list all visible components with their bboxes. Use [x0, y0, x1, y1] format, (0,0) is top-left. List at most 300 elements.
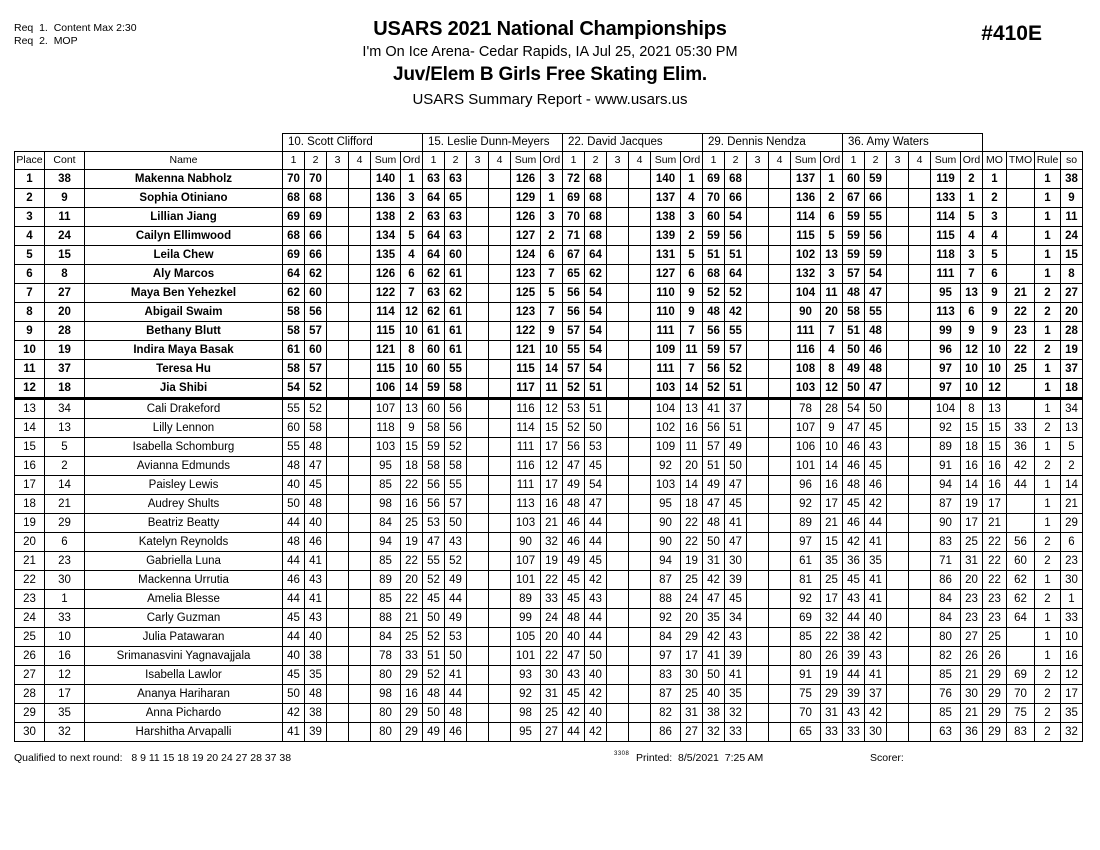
- cell-j5-s1: 44: [843, 666, 865, 685]
- cell-rule: 1: [1035, 438, 1061, 457]
- cell-j5-s4: [909, 246, 931, 265]
- cell-j5-sum: 86: [931, 571, 961, 590]
- cell-j4-sum: 92: [791, 590, 821, 609]
- cell-j5-ord: 10: [961, 360, 983, 379]
- cell-j1-s2: 43: [305, 571, 327, 590]
- cell-j2-sum: 115: [511, 360, 541, 379]
- cell-j2-ord: 7: [541, 303, 563, 322]
- cell-j4-ord: 7: [821, 322, 843, 341]
- cell-j5-ord: 23: [961, 590, 983, 609]
- cell-so: 20: [1061, 303, 1083, 322]
- cell-j3-s2: 54: [585, 341, 607, 360]
- cell-j3-s1: 57: [563, 322, 585, 341]
- col-header-j2-sum: Sum: [511, 152, 541, 170]
- cell-name: Avianna Edmunds: [85, 457, 283, 476]
- cell-j2-s4: [489, 647, 511, 666]
- cell-j4-s1: 57: [703, 438, 725, 457]
- cell-j3-s3: [607, 457, 629, 476]
- cell-rule: 1: [1035, 227, 1061, 246]
- cell-j4-sum: 103: [791, 379, 821, 399]
- cell-j1-s1: 44: [283, 628, 305, 647]
- cell-j1-s4: [349, 533, 371, 552]
- cell-j2-s2: 61: [445, 303, 467, 322]
- cell-j1-s3: [327, 360, 349, 379]
- cell-j3-s1: 69: [563, 189, 585, 208]
- cell-j3-ord: 13: [681, 399, 703, 419]
- cell-j2-s4: [489, 265, 511, 284]
- cell-j5-ord: 9: [961, 322, 983, 341]
- col-header-j5-s1: 1: [843, 152, 865, 170]
- cell-rule: 1: [1035, 647, 1061, 666]
- cell-j5-sum: 89: [931, 438, 961, 457]
- cell-j2-s4: [489, 533, 511, 552]
- cell-j5-s1: 59: [843, 227, 865, 246]
- cell-j3-ord: 14: [681, 476, 703, 495]
- cell-so: 27: [1061, 284, 1083, 303]
- cell-j2-s1: 50: [423, 704, 445, 723]
- cell-j3-s2: 42: [585, 723, 607, 742]
- col-header-j1-s1: 1: [283, 152, 305, 170]
- cell-mo: 9: [983, 303, 1007, 322]
- cell-j4-s2: 52: [725, 360, 747, 379]
- cell-j5-s3: [887, 457, 909, 476]
- cell-j1-s2: 60: [305, 284, 327, 303]
- cell-j4-s2: 37: [725, 399, 747, 419]
- cell-j3-s4: [629, 514, 651, 533]
- cell-j5-s4: [909, 303, 931, 322]
- cell-cont: 14: [45, 476, 85, 495]
- cell-rule: 1: [1035, 399, 1061, 419]
- cell-j3-s1: 40: [563, 628, 585, 647]
- scorer-label: Scorer:: [870, 752, 904, 764]
- cell-j3-sum: 92: [651, 609, 681, 628]
- cell-j1-s1: 58: [283, 322, 305, 341]
- cell-mo: 16: [983, 476, 1007, 495]
- col-header-j1-s4: 4: [349, 152, 371, 170]
- cell-j4-s2: 43: [725, 628, 747, 647]
- table-row: [15, 514, 1083, 533]
- cell-j5-ord: 12: [961, 341, 983, 360]
- cell-name: Leila Chew: [85, 246, 283, 265]
- cell-j3-s2: 47: [585, 495, 607, 514]
- cell-j1-s1: 45: [283, 666, 305, 685]
- cell-j5-sum: 90: [931, 514, 961, 533]
- cell-j4-s1: 48: [703, 514, 725, 533]
- cell-j3-sum: 137: [651, 189, 681, 208]
- cell-j1-s3: [327, 609, 349, 628]
- cell-j4-s2: 45: [725, 495, 747, 514]
- table-row: [15, 284, 1083, 303]
- cell-j3-ord: 25: [681, 685, 703, 704]
- cell-j3-s2: 68: [585, 170, 607, 189]
- cell-mo: 6: [983, 265, 1007, 284]
- cell-j4-s4: [769, 322, 791, 341]
- cell-j2-s3: [467, 438, 489, 457]
- cell-j1-s3: [327, 628, 349, 647]
- cell-j4-s1: 40: [703, 685, 725, 704]
- cell-j1-s3: [327, 457, 349, 476]
- cell-j4-sum: 61: [791, 552, 821, 571]
- cell-j4-s3: [747, 399, 769, 419]
- cell-j1-ord: 10: [401, 322, 423, 341]
- cell-j1-s4: [349, 341, 371, 360]
- cell-j2-ord: 32: [541, 533, 563, 552]
- cell-j2-s2: 61: [445, 341, 467, 360]
- cell-j4-sum: 91: [791, 666, 821, 685]
- cell-j2-s2: 65: [445, 189, 467, 208]
- cell-j5-sum: 133: [931, 189, 961, 208]
- cell-j3-sum: 104: [651, 399, 681, 419]
- cell-j5-ord: 30: [961, 685, 983, 704]
- cell-j3-s3: [607, 723, 629, 742]
- cell-j3-s3: [607, 170, 629, 189]
- cell-j5-s2: 55: [865, 208, 887, 227]
- cell-j3-s3: [607, 189, 629, 208]
- cell-j1-ord: 16: [401, 685, 423, 704]
- cell-j1-s3: [327, 208, 349, 227]
- cell-j3-s3: [607, 685, 629, 704]
- cell-j1-s2: 56: [305, 303, 327, 322]
- cell-j4-s2: 41: [725, 666, 747, 685]
- cell-place: 12: [15, 379, 45, 399]
- cell-j4-s3: [747, 170, 769, 189]
- cell-j4-s1: 32: [703, 723, 725, 742]
- cell-j1-s4: [349, 438, 371, 457]
- competition-title: USARS 2021 National Championships: [373, 18, 727, 40]
- cell-j4-ord: 20: [821, 303, 843, 322]
- judge-header-3: 22. David Jacques: [563, 134, 703, 152]
- cell-j5-sum: 84: [931, 609, 961, 628]
- cell-j1-s1: 50: [283, 495, 305, 514]
- cell-j4-sum: 108: [791, 360, 821, 379]
- cell-j4-s3: [747, 265, 769, 284]
- table-row: [15, 533, 1083, 552]
- cell-j2-s4: [489, 704, 511, 723]
- cell-j4-s2: 57: [725, 341, 747, 360]
- cell-j2-s2: 50: [445, 647, 467, 666]
- cell-j3-s4: [629, 704, 651, 723]
- cell-j3-sum: 110: [651, 284, 681, 303]
- cell-j1-s1: 45: [283, 609, 305, 628]
- cell-j5-ord: 14: [961, 476, 983, 495]
- cell-j4-ord: 1: [821, 170, 843, 189]
- cell-j2-s2: 56: [445, 419, 467, 438]
- cell-j1-sum: 115: [371, 322, 401, 341]
- cell-rule: 1: [1035, 609, 1061, 628]
- cell-j1-s3: [327, 704, 349, 723]
- cell-j5-sum: 87: [931, 495, 961, 514]
- cell-j5-s2: 66: [865, 189, 887, 208]
- cell-place: 18: [15, 495, 45, 514]
- cell-j1-s4: [349, 227, 371, 246]
- cell-j5-s2: 41: [865, 533, 887, 552]
- printed-timestamp: Printed: 8/5/2021 7:25 AM: [636, 752, 764, 764]
- cell-j4-s3: [747, 208, 769, 227]
- cell-j4-s2: 68: [725, 170, 747, 189]
- cell-j2-s3: [467, 514, 489, 533]
- cell-j1-sum: 118: [371, 419, 401, 438]
- cell-j5-s4: [909, 170, 931, 189]
- cell-j3-s2: 51: [585, 399, 607, 419]
- cell-j5-s3: [887, 723, 909, 742]
- cell-j5-s4: [909, 476, 931, 495]
- cell-j3-s3: [607, 628, 629, 647]
- cell-j3-s1: 43: [563, 666, 585, 685]
- cell-j4-s2: 64: [725, 265, 747, 284]
- cell-j2-sum: 101: [511, 571, 541, 590]
- cell-j4-ord: 19: [821, 666, 843, 685]
- cell-j4-ord: 22: [821, 628, 843, 647]
- cell-j2-s3: [467, 666, 489, 685]
- cell-tmo: 23: [1007, 322, 1035, 341]
- cell-j5-sum: 85: [931, 666, 961, 685]
- cell-place: 22: [15, 571, 45, 590]
- table-row: [15, 419, 1083, 438]
- cell-j2-s3: [467, 265, 489, 284]
- cell-name: Harshitha Arvapalli: [85, 723, 283, 742]
- cell-j5-s4: [909, 438, 931, 457]
- cell-j1-sum: 89: [371, 571, 401, 590]
- cell-j3-s4: [629, 189, 651, 208]
- cell-j2-s2: 55: [445, 476, 467, 495]
- cell-j4-ord: 14: [821, 457, 843, 476]
- footer-code: 3308: [614, 751, 630, 757]
- cell-j4-sum: 132: [791, 265, 821, 284]
- cell-j3-s4: [629, 438, 651, 457]
- cell-j1-sum: 85: [371, 552, 401, 571]
- event-number: #410E: [981, 22, 1042, 45]
- cell-cont: 1: [45, 590, 85, 609]
- cell-j5-s4: [909, 571, 931, 590]
- cell-j2-s4: [489, 208, 511, 227]
- cell-mo: 29: [983, 723, 1007, 742]
- cell-so: 5: [1061, 438, 1083, 457]
- cell-j2-s2: 52: [445, 552, 467, 571]
- cell-tmo: [1007, 647, 1035, 666]
- cell-j2-ord: 7: [541, 265, 563, 284]
- cell-j4-s2: 54: [725, 208, 747, 227]
- cell-j3-s3: [607, 284, 629, 303]
- table-row: [15, 246, 1083, 265]
- cell-j1-s4: [349, 666, 371, 685]
- cell-j3-sum: 109: [651, 341, 681, 360]
- cell-mo: 3: [983, 208, 1007, 227]
- cell-j2-sum: 101: [511, 647, 541, 666]
- cell-tmo: 25: [1007, 360, 1035, 379]
- cell-j2-s1: 52: [423, 666, 445, 685]
- cell-j2-s4: [489, 666, 511, 685]
- cell-name: Lilly Lennon: [85, 419, 283, 438]
- cell-j4-s1: 47: [703, 590, 725, 609]
- cell-j2-sum: 90: [511, 533, 541, 552]
- cell-j5-s4: [909, 704, 931, 723]
- cell-j5-s2: 55: [865, 303, 887, 322]
- cell-j1-sum: 126: [371, 265, 401, 284]
- cell-j4-s2: 51: [725, 379, 747, 399]
- cell-j1-s4: [349, 246, 371, 265]
- col-header-j1-ord: Ord: [401, 152, 423, 170]
- cell-j4-s2: 52: [725, 284, 747, 303]
- cell-j3-s3: [607, 476, 629, 495]
- cell-j4-s3: [747, 322, 769, 341]
- cell-j4-s1: 56: [703, 419, 725, 438]
- cell-j5-s1: 58: [843, 303, 865, 322]
- cell-j4-s1: 41: [703, 399, 725, 419]
- cell-j1-s1: 70: [283, 170, 305, 189]
- cell-j5-sum: 113: [931, 303, 961, 322]
- cell-j2-s1: 59: [423, 379, 445, 399]
- cell-rule: 2: [1035, 457, 1061, 476]
- cell-place: 2: [15, 189, 45, 208]
- cell-j3-s4: [629, 647, 651, 666]
- cell-j5-s2: 37: [865, 685, 887, 704]
- cell-j2-s2: 53: [445, 628, 467, 647]
- cell-j2-ord: 17: [541, 438, 563, 457]
- cell-j1-s4: [349, 265, 371, 284]
- table-row: [15, 628, 1083, 647]
- cell-j1-s1: 61: [283, 341, 305, 360]
- cell-j5-s3: [887, 476, 909, 495]
- cell-place: 28: [15, 685, 45, 704]
- cell-j2-s3: [467, 590, 489, 609]
- cell-j5-s1: 47: [843, 419, 865, 438]
- cell-j3-s4: [629, 609, 651, 628]
- cell-j1-s1: 44: [283, 514, 305, 533]
- cell-j3-s2: 62: [585, 265, 607, 284]
- cell-j4-s4: [769, 704, 791, 723]
- cell-j1-s2: 58: [305, 419, 327, 438]
- cell-j1-s3: [327, 170, 349, 189]
- cell-j1-ord: 2: [401, 208, 423, 227]
- cell-j5-ord: 17: [961, 514, 983, 533]
- cell-j1-sum: 121: [371, 341, 401, 360]
- cell-j4-s3: [747, 552, 769, 571]
- cell-tmo: 69: [1007, 666, 1035, 685]
- cell-name: Katelyn Reynolds: [85, 533, 283, 552]
- cell-j4-s2: 33: [725, 723, 747, 742]
- cell-j1-s3: [327, 495, 349, 514]
- cell-j5-s2: 41: [865, 666, 887, 685]
- cell-j1-s3: [327, 189, 349, 208]
- cell-j2-s3: [467, 208, 489, 227]
- cell-j1-s2: 57: [305, 322, 327, 341]
- cell-j5-s1: 46: [843, 514, 865, 533]
- cell-j1-ord: 29: [401, 723, 423, 742]
- cell-j1-s4: [349, 476, 371, 495]
- cell-j2-s4: [489, 379, 511, 399]
- cell-j1-s2: 48: [305, 685, 327, 704]
- cell-j1-s1: 68: [283, 227, 305, 246]
- cell-cont: 28: [45, 322, 85, 341]
- cell-j2-sum: 107: [511, 552, 541, 571]
- cell-name: Bethany Blutt: [85, 322, 283, 341]
- cell-j3-s3: [607, 666, 629, 685]
- cell-j5-ord: 10: [961, 379, 983, 399]
- cell-j4-s1: 56: [703, 360, 725, 379]
- cell-j3-sum: 138: [651, 208, 681, 227]
- cell-j4-s2: 49: [725, 438, 747, 457]
- cell-j2-ord: 14: [541, 360, 563, 379]
- cell-j2-s2: 58: [445, 379, 467, 399]
- cell-j4-s4: [769, 533, 791, 552]
- cell-rule: 2: [1035, 303, 1061, 322]
- cell-j3-ord: 16: [681, 419, 703, 438]
- cell-mo: 23: [983, 590, 1007, 609]
- col-header-j4-sum: Sum: [791, 152, 821, 170]
- cell-j1-sum: 98: [371, 685, 401, 704]
- cell-j3-s4: [629, 685, 651, 704]
- cell-j3-ord: 31: [681, 704, 703, 723]
- cell-tmo: [1007, 227, 1035, 246]
- cell-tmo: 62: [1007, 590, 1035, 609]
- cell-j5-s4: [909, 647, 931, 666]
- cell-j2-s1: 50: [423, 609, 445, 628]
- cell-j2-ord: 20: [541, 628, 563, 647]
- cell-j2-s4: [489, 609, 511, 628]
- cell-j2-sum: 123: [511, 303, 541, 322]
- cell-j1-ord: 22: [401, 590, 423, 609]
- cell-j1-s1: 48: [283, 533, 305, 552]
- cell-j1-s1: 58: [283, 360, 305, 379]
- cell-j1-s2: 40: [305, 628, 327, 647]
- cell-j4-ord: 31: [821, 704, 843, 723]
- cell-j2-sum: 89: [511, 590, 541, 609]
- cell-tmo: 56: [1007, 533, 1035, 552]
- cell-j2-ord: 2: [541, 227, 563, 246]
- cell-j3-sum: 82: [651, 704, 681, 723]
- cell-so: 13: [1061, 419, 1083, 438]
- cell-j3-s2: 44: [585, 628, 607, 647]
- cell-j5-s4: [909, 208, 931, 227]
- col-header-j2-s3: 3: [467, 152, 489, 170]
- cell-cont: 21: [45, 495, 85, 514]
- cell-j5-s2: 42: [865, 495, 887, 514]
- cell-j5-s3: [887, 533, 909, 552]
- cell-j5-ord: 6: [961, 303, 983, 322]
- cell-j3-ord: 9: [681, 303, 703, 322]
- cell-cont: 12: [45, 666, 85, 685]
- cell-place: 19: [15, 514, 45, 533]
- cell-place: 23: [15, 590, 45, 609]
- cell-j4-s3: [747, 685, 769, 704]
- cell-j3-s4: [629, 227, 651, 246]
- cell-so: 23: [1061, 552, 1083, 571]
- cell-rule: 1: [1035, 322, 1061, 341]
- cell-j4-s4: [769, 438, 791, 457]
- cell-j4-s1: 42: [703, 628, 725, 647]
- cell-j1-s3: [327, 265, 349, 284]
- cell-j4-sum: 81: [791, 571, 821, 590]
- cell-j4-s1: 49: [703, 476, 725, 495]
- cell-j4-s4: [769, 590, 791, 609]
- cell-j2-s3: [467, 284, 489, 303]
- cell-j5-ord: 27: [961, 628, 983, 647]
- cell-j5-s3: [887, 265, 909, 284]
- cell-place: 3: [15, 208, 45, 227]
- cell-j2-s1: 53: [423, 514, 445, 533]
- cell-mo: 13: [983, 399, 1007, 419]
- table-row: [15, 360, 1083, 379]
- cell-j4-sum: 111: [791, 322, 821, 341]
- cell-cont: 2: [45, 457, 85, 476]
- cell-so: 17: [1061, 685, 1083, 704]
- cell-mo: 29: [983, 685, 1007, 704]
- cell-j4-s4: [769, 189, 791, 208]
- cell-j4-s3: [747, 533, 769, 552]
- cell-j5-s4: [909, 419, 931, 438]
- cell-j2-s1: 60: [423, 399, 445, 419]
- cell-j1-s2: 45: [305, 476, 327, 495]
